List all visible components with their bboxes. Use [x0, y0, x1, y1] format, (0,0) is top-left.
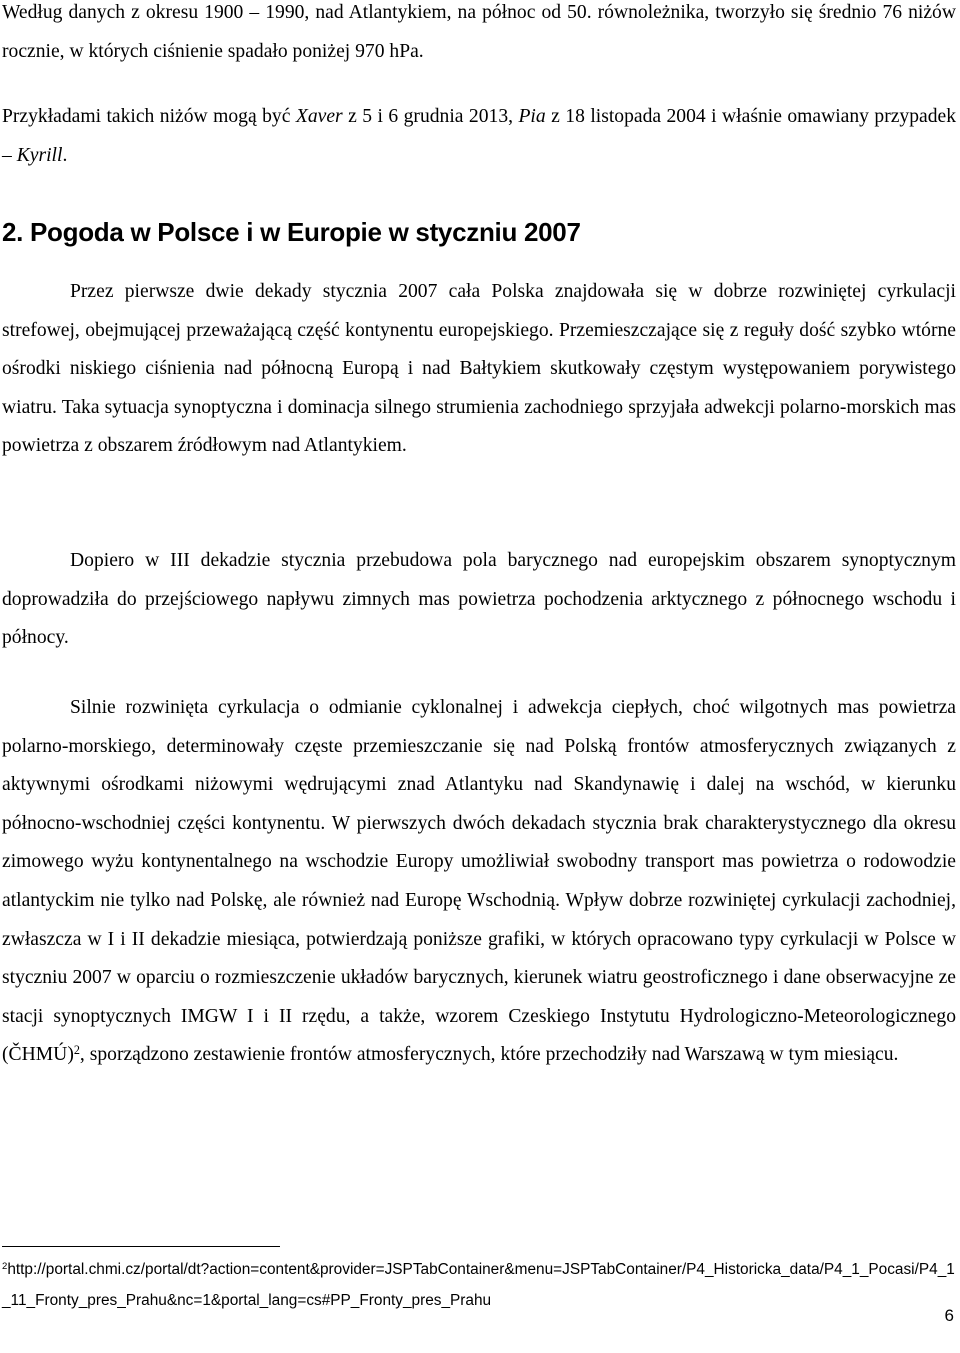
page-number: 6 — [944, 1306, 954, 1325]
storm-name-xaver: Xaver — [295, 106, 343, 127]
storm-name-kyrill: Kyrill — [16, 144, 63, 166]
paragraph-strefowa-cyrkulacja — [2, 273, 956, 466]
footnote-url-link[interactable]: http://portal.chmi.cz/portal/dt?action=content&provider=JSPTabContainer&menu=JSPTabContainer/P4_Historicka_data/P4_1_Pocasi/P4_1_11_Fronty_pres_Prahu&nc=1&portal_lang=cs#PP_Fronty_pres_Prahu — [2, 1261, 955, 1309]
paragraph-text: Przykładami takich niżów mogą być — [2, 106, 296, 127]
paragraph-text: z 18 listopada 2004 i właśnie omawiany przypadek – — [2, 106, 957, 166]
paragraph-text: z 5 i 6 grudnia 2013, — [342, 106, 519, 127]
paragraph-text: Według danych z okresu 1900 – 1990, nad Atlantykiem, na północ od 50. równoleżnika, tworzyło się średnio 76 niżów rocznie, w których ciśnienie spadało poniżej 970 hPa. — [2, 2, 956, 62]
paragraph-nizy-examples — [2, 98, 956, 175]
footnote-reference[interactable]: 2 — [73, 1042, 80, 1057]
paragraph-text: Przez pierwsze dwie dekady stycznia 2007 cała Polska znajdowała się w dobrze rozwiniętej cyrkulacji strefowej, obejmującej przeważającą część kontynentu europejskiego. Przemieszczające się z reguły dość szybko wtórne ośrodki niskiego ciśnienia nad północną Europą i nad Bałtykiem skutkowały częstym występowaniem porywistego wiatru. Taka sytuacja synoptyczna i dominacja silnego strumienia zachodniego sprzyjała adwekcji polarno-morskich mas powietrza z obszarem źródłowym nad Atlantykiem. — [2, 281, 956, 457]
section-heading: 2. Pogoda w Polsce i w Europie w styczniu 2007 — [2, 217, 581, 247]
footnote-separator — [2, 1246, 280, 1247]
footnote-mark: 2 — [2, 1260, 8, 1272]
paragraph-text: Silnie rozwinięta cyrkulacja o odmianie cyklonalnej i adwekcja ciepłych, choć wilgotnych mas powietrza polarno-morskiego, determinowały częste przemieszczanie się nad Polską frontów atmosferycznych związanych z aktywnymi ośrodkami niżowymi wędrującymi znad Atlantyku nad Skandynawię i dalej na wschód, w kierunku północno-wschodniej części kontynentu. W pierwszych dwóch dekadach stycznia brak charakterystycznego dla okresu zimowego wyżu kontynentalnego na wschodzie Europy umożliwiał swobodny transport mas powietrza o rodowodzie atlantyckim nie tylko nad Polskę, ale również nad Europę Wschodnią. Wpływ dobrze rozwiniętej cyrkulacji zachodniej, zwłaszcza w I i II dekadzie miesiąca, potwierdzają poniższe grafiki, w których opracowano typy cyrkulacji w Polsce w styczniu 2007 w oparciu o rozmieszczenie układów barycznych, kierunek wiatru geostroficznego i dane obserwacyjne ze stacji synoptycznych IMGW I i II rzędu, a także, wzorem Czeskiego Instytutu Hydrologiczno-Meteorologicznego (ČHMÚ) — [2, 697, 956, 1066]
paragraph-text: . — [62, 144, 68, 166]
paragraph-nizy-statistics — [2, 0, 956, 71]
paragraph-text: Dopiero w III dekadzie stycznia przebudowa pola barycznego nad europejskim obszarem synoptycznym doprowadziła do przejściowego napływu zimnych mas powietrza pochodzenia arktycznego z północnego wschodu i północy. — [2, 550, 956, 649]
paragraph-iii-dekada — [2, 542, 956, 658]
paragraph-cyrkulacja-cyklonalna — [2, 689, 956, 1075]
storm-name-pia: Pia — [518, 106, 546, 127]
paragraph-text: , sporządzono zestawienie frontów atmosferycznych, które przechodziły nad Warszawą w tym miesiącu. — [79, 1044, 899, 1066]
footnote — [2, 1254, 956, 1316]
